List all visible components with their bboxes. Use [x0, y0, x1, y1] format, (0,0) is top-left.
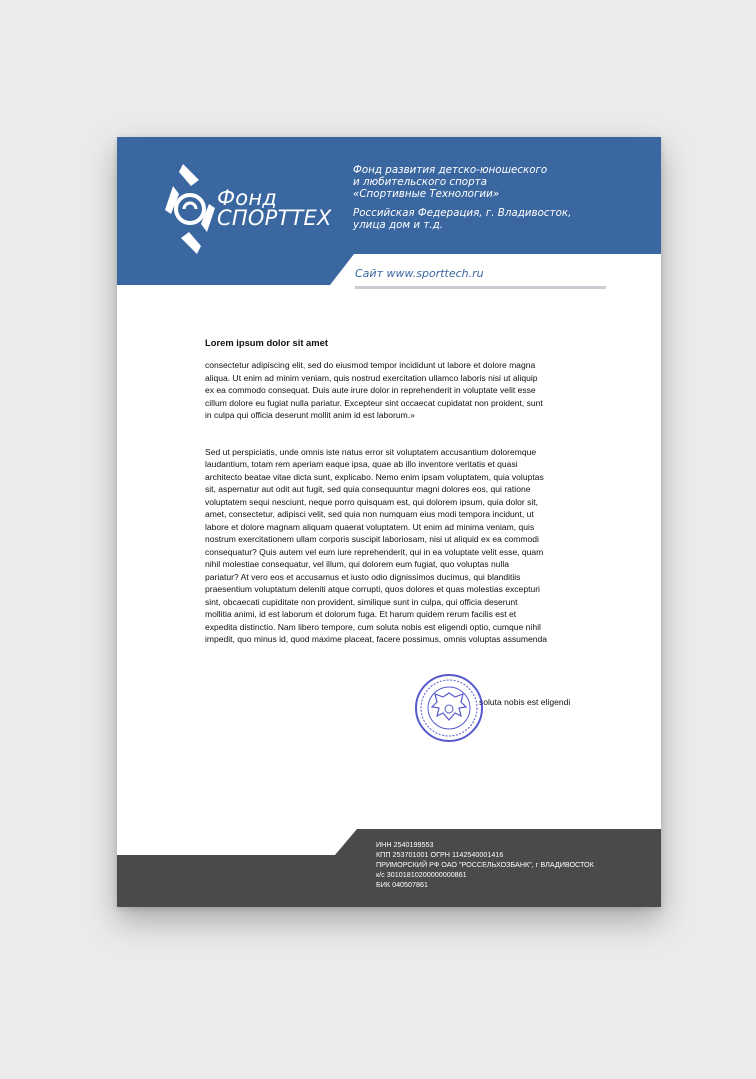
org-name-line: Фонд развития детско-юношеского — [353, 164, 548, 176]
bank-detail-line: КПП 253701001 ОГРН 1142540001416 — [376, 850, 504, 859]
organization-info — [353, 164, 571, 231]
signature-line: soluta nobis est eligendi — [479, 697, 571, 707]
logo-icon — [165, 164, 215, 254]
org-address-line: улица дом и т.д. — [353, 219, 444, 231]
logo-name-line2: СПОРТТЕХ — [217, 206, 332, 230]
letterhead-sheet — [117, 137, 661, 907]
bank-detail-line: к/с 30101810200000000861 — [376, 870, 467, 879]
letter-body — [205, 337, 605, 646]
org-name-line: и любительского спорта — [353, 176, 487, 188]
bank-detail-line: ПРИМОРСКИЙ РФ ОАО "РОССЕЛЬХОЗБАНК", г ВЛАДИВОСТОК — [376, 860, 594, 869]
org-address-line: Российская Федерация, г. Владивосток, — [353, 207, 572, 219]
bank-details — [376, 840, 594, 890]
website-underline — [355, 286, 606, 289]
bank-detail-line: БИК 040507861 — [376, 880, 429, 889]
official-stamp-icon — [401, 673, 497, 743]
letter-heading: Lorem ipsum dolor sit amet — [205, 337, 328, 348]
logo-name-line1: Фонд — [217, 186, 277, 210]
letter-paragraph-1: consectetur adipiscing elit, sed do eiusmod tempor incididunt ut labore et dolore magna aliqua. Ut enim ad minim veniam, quis nostrud exercitation ullamco laboris nisi ut aliquip ex ea commodo consequat. Duis aute irure dolor in reprehenderit in voluptate velit esse cillum dolore eu fugiat nulla pariatur. Excepteur sint occaecat cupidatat non proident, sunt in culpa qui officia deserunt mollit anim id est laborum.» — [205, 360, 543, 420]
bank-detail-line: ИНН 2540199553 — [376, 840, 434, 849]
letter-paragraph-2: Sed ut perspiciatis, unde omnis iste natus error sit voluptatem accusantium doloremque laudantium, totam rem aperiam eaque ipsa, quae ab illo inventore veritatis et quasi architecto beatae vitae dicta sunt, explicabo. Nemo enim ipsam voluptatem, quia voluptas sit, aspernatur aut odit aut fugit, sed quia consequuntur magni dolores eos, qui ratione voluptatem sequi nesciunt, neque porro quisquam est, qui dolorem ipsum, quia dolor sit, amet, consectetur, adipisci velit, sed quia non numquam eius modi tempora incidunt, ut labore et dolore magnam aliquam quaerat voluptatem. Ut enim ad minima veniam, quis nostrum exercitationem ullam corporis suscipit laboriosam, nisi ut aliquid ex ea commodi consequatur? Quis autem vel eum iure reprehenderit, qui in ea voluptate velit esse, quam nihil molestiae consequatur, vel illum, qui dolorem eum fugiat, quo voluptas nulla pariatur? At vero eos et accusamus et iusto odio dignissimos ducimus, qui blanditiis praesentium voluptatum deleniti atque corrupti, quos dolores et quas molestias excepturi sint, obcaecati cupiditate non provident, similique sunt in culpa, qui officia deserunt mollitia animi, id est laborum et dolorum fuga. Et harum quidem rerum facilis est et expedita distinctio. Nam libero tempore, cum soluta nobis est eligendi optio, cumque nihil impedit, quo minus id, quod maxime placeat, facere possimus, omnis voluptas assumenda — [205, 446, 548, 644]
logo-wordmark — [217, 188, 332, 228]
website-link[interactable]: Сайт www.sporttech.ru — [355, 267, 484, 280]
org-name-line: «Спортивные Технологии» — [353, 188, 500, 200]
